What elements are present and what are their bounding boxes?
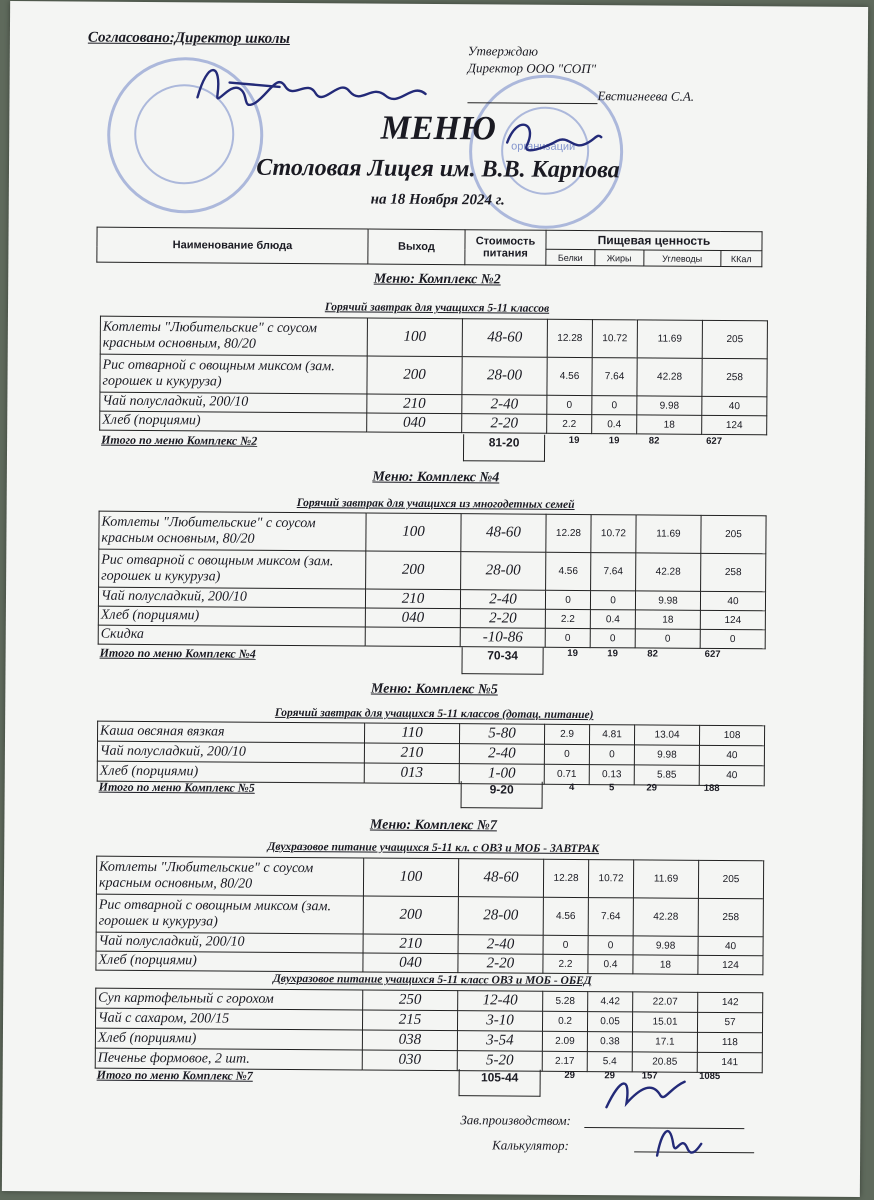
dish-carbs: 20.85 xyxy=(632,1052,697,1072)
dish-protein: 4.56 xyxy=(547,357,592,395)
dish-output: 210 xyxy=(365,589,460,609)
dish-price: 3-54 xyxy=(457,1031,542,1052)
dish-fat: 0.05 xyxy=(587,1012,632,1032)
dish-fat: 7.64 xyxy=(591,553,636,591)
dish-price: 1-00 xyxy=(459,764,544,785)
total-carbs: 82 xyxy=(648,435,660,447)
total-label: Итого по меню Комплекс №4 xyxy=(99,645,256,661)
dish-output: 200 xyxy=(366,551,461,590)
dish-output: 100 xyxy=(366,513,461,552)
dish-price: 2-20 xyxy=(462,414,547,434)
col-name: Наименование блюда xyxy=(97,227,368,264)
dish-output: 100 xyxy=(363,858,458,897)
table-row xyxy=(96,951,763,975)
dish-kcal: 124 xyxy=(702,415,767,434)
section-subtitle: Горячий завтрак для учащихся 5-11 классов (дотац. питание) xyxy=(274,706,594,722)
total-fat: 29 xyxy=(604,1070,615,1082)
dish-price: 48-60 xyxy=(462,319,547,358)
section-subtitle: Двухразовое питание учащихся 5-11 кл. с ОВЗ и МОБ - ЗАВТРАК xyxy=(267,840,600,856)
page-subtitle: Столовая Лицея им. В.В. Карпова xyxy=(256,154,620,184)
dish-protein: 2.17 xyxy=(542,1051,587,1071)
dish-protein: 0 xyxy=(545,628,590,647)
dish-price: 2-40 xyxy=(460,590,545,610)
dish-kcal: 205 xyxy=(701,515,766,553)
dish-kcal: 40 xyxy=(699,745,764,765)
total-protein: 4 xyxy=(568,781,575,793)
section-title: Меню: Комплекс №4 xyxy=(372,469,500,486)
dish-carbs: 22.07 xyxy=(633,992,698,1012)
dish-protein: 2.2 xyxy=(547,414,592,433)
dish-price: 2-20 xyxy=(460,609,545,629)
dish-name: Хлеб (порциями) xyxy=(97,761,364,783)
col-kcal: ККал xyxy=(721,251,762,267)
approve-role: Директор ООО "СОП" xyxy=(467,60,597,77)
dish-protein: 2.9 xyxy=(544,724,589,744)
dish-fat: 0 xyxy=(589,745,634,765)
dish-kcal: 205 xyxy=(698,860,763,898)
dish-name: Каша овсяная вязкая xyxy=(97,721,364,743)
dish-output: 038 xyxy=(362,1030,457,1051)
dish-name: Хлеб (порциями) xyxy=(95,1028,362,1050)
menu-table xyxy=(95,856,764,976)
table-row xyxy=(99,549,766,592)
dish-name: Хлеб (порциями) xyxy=(100,411,367,432)
col-fat: Жиры xyxy=(595,250,644,266)
total-protein: 19 xyxy=(567,647,578,659)
dish-kcal: 124 xyxy=(700,610,765,629)
dish-output: 210 xyxy=(363,934,458,954)
dish-kcal: 142 xyxy=(698,992,763,1012)
dish-output: 040 xyxy=(363,953,458,973)
total-kcal: 627 xyxy=(706,435,723,447)
dish-kcal: 108 xyxy=(699,725,764,745)
dish-carbs: 13.04 xyxy=(634,725,699,745)
dish-output: 040 xyxy=(365,608,460,628)
approve-label: Утверждаю xyxy=(467,43,538,59)
section-title: Меню: Комплекс №2 xyxy=(373,271,501,288)
dish-output: 215 xyxy=(362,1010,457,1031)
table-row xyxy=(100,316,767,359)
total-protein: 29 xyxy=(564,1069,575,1081)
dish-fat: 7.64 xyxy=(588,898,633,936)
dish-carbs: 11.69 xyxy=(637,320,702,358)
dish-carbs: 15.01 xyxy=(632,1012,697,1032)
dish-protein: 12.28 xyxy=(546,514,591,552)
dish-price: 2-40 xyxy=(458,935,543,955)
dish-name: Котлеты "Любительские" с соусом красным основным, 80/20 xyxy=(96,856,363,896)
dish-kcal: 258 xyxy=(702,358,767,396)
dish-fat: 10.72 xyxy=(591,515,636,553)
dish-price: 28-00 xyxy=(461,552,546,591)
dish-price: -10-86 xyxy=(460,628,545,648)
dish-fat: 10.72 xyxy=(588,860,633,898)
dish-carbs: 5.85 xyxy=(634,765,699,785)
dish-name: Чай полусладкий, 200/10 xyxy=(97,741,364,763)
dish-carbs: 9.98 xyxy=(634,745,699,765)
dish-kcal: 40 xyxy=(700,591,765,610)
total-carbs: 82 xyxy=(647,648,658,660)
dish-kcal: 258 xyxy=(698,898,763,936)
dish-fat: 0.4 xyxy=(592,415,637,434)
dish-fat: 0 xyxy=(592,396,637,415)
total-price: 105-44 xyxy=(459,1069,541,1097)
page-title: МЕНЮ xyxy=(380,109,497,148)
dish-output: 210 xyxy=(364,743,459,764)
dish-fat: 0.4 xyxy=(590,610,635,629)
dish-protein: 12.28 xyxy=(543,859,588,897)
dish-price: 12-40 xyxy=(458,991,543,1012)
total-kcal: 627 xyxy=(704,648,721,660)
table-row xyxy=(96,856,763,899)
dish-fat: 7.64 xyxy=(592,358,637,396)
total-label: Итого по меню Комплекс №2 xyxy=(101,432,258,448)
dish-carbs: 18 xyxy=(635,610,700,629)
dish-kcal: 205 xyxy=(702,320,767,358)
total-price: 81-20 xyxy=(463,434,545,462)
menu-table xyxy=(95,988,764,1074)
dish-fat: 4.42 xyxy=(588,992,633,1012)
menu-document xyxy=(2,1,868,1197)
dish-name: Чай полусладкий, 200/10 xyxy=(98,587,365,608)
total-fat: 19 xyxy=(607,648,618,660)
dish-carbs: 0 xyxy=(635,629,700,648)
col-output: Выход xyxy=(368,229,465,265)
dish-protein: 0 xyxy=(547,395,592,414)
dish-name: Суп картофельный с горохом xyxy=(96,988,363,1010)
dish-output: 200 xyxy=(367,356,462,395)
total-kcal: 188 xyxy=(703,782,720,794)
total-fat: 19 xyxy=(608,435,620,447)
total-protein: 19 xyxy=(568,434,580,447)
dish-price: 2-40 xyxy=(462,395,547,415)
section-subtitle: Горячий завтрак для учащихся из многодетных семей xyxy=(296,497,575,511)
dish-price: 28-00 xyxy=(458,897,543,936)
dish-output: 250 xyxy=(363,990,458,1011)
menu-table xyxy=(98,511,767,650)
total-fat: 5 xyxy=(608,782,615,794)
dish-price: 2-40 xyxy=(459,744,544,765)
dish-fat: 10.72 xyxy=(592,320,637,358)
dish-name: Чай полусладкий, 200/10 xyxy=(100,392,367,413)
approved-left: Согласовано:Директор школы xyxy=(87,29,290,47)
dish-carbs: 9.98 xyxy=(635,591,700,610)
dish-protein: 2.2 xyxy=(545,609,590,628)
total-carbs: 157 xyxy=(641,1070,658,1082)
dish-fat: 5.4 xyxy=(587,1052,632,1072)
dish-kcal: 40 xyxy=(699,765,764,785)
menu-table xyxy=(97,721,765,787)
total-label: Итого по меню Комплекс №5 xyxy=(98,779,255,795)
dish-output: 110 xyxy=(364,723,459,744)
dish-name: Хлеб (порциями) xyxy=(96,951,363,972)
section-title: Меню: Комплекс №7 xyxy=(369,817,497,834)
dish-output: 200 xyxy=(363,896,458,935)
dish-kcal: 0 xyxy=(700,629,765,648)
dish-output: 210 xyxy=(367,394,462,414)
menu-table xyxy=(99,316,768,436)
dish-name: Котлеты "Любительские" с соусом красным основным, 80/20 xyxy=(100,316,367,356)
dish-kcal: 40 xyxy=(698,936,763,955)
dish-kcal: 141 xyxy=(697,1052,762,1072)
dish-protein: 0.71 xyxy=(544,764,589,784)
dish-carbs: 18 xyxy=(633,955,698,974)
col-nutrition: Пищевая ценность xyxy=(546,230,762,251)
dish-price: 5-80 xyxy=(459,724,544,745)
total-price: 9-20 xyxy=(461,781,543,809)
dish-carbs: 18 xyxy=(637,415,702,434)
dish-protein: 4.56 xyxy=(546,552,591,590)
dish-output: 013 xyxy=(364,763,459,784)
col-carbs: Углеводы xyxy=(643,250,720,266)
dish-protein: 0 xyxy=(544,744,589,764)
dish-fat: 4.81 xyxy=(589,725,634,745)
dish-fat: 0 xyxy=(588,936,633,955)
dish-carbs: 11.69 xyxy=(636,515,701,553)
dish-protein: 4.56 xyxy=(543,897,588,935)
dish-kcal: 57 xyxy=(697,1012,762,1032)
dish-price: 2-20 xyxy=(458,954,543,974)
dish-price: 28-00 xyxy=(462,357,547,396)
dish-fat: 0 xyxy=(590,629,635,648)
dish-name: Чай полусладкий, 200/10 xyxy=(96,932,363,953)
total-label: Итого по меню Комплекс №7 xyxy=(96,1067,253,1083)
dish-kcal: 40 xyxy=(702,396,767,415)
dish-kcal: 118 xyxy=(697,1032,762,1052)
dish-name: Хлеб (порциями) xyxy=(98,606,365,627)
dish-carbs: 9.98 xyxy=(637,396,702,415)
approve-name: Евстигнеева С.А. xyxy=(597,88,695,104)
table-row xyxy=(99,511,766,554)
dish-name: Печенье формовое, 2 шт. xyxy=(95,1048,362,1070)
dish-name: Котлеты "Любительские" с соусом красным основным, 80/20 xyxy=(99,511,366,551)
dish-price: 3-10 xyxy=(457,1011,542,1032)
section-subtitle-2: Двухразовое питание учащихся 5-11 класс ОВЗ и МОБ - ОБЕД xyxy=(272,972,592,988)
dish-protein: 0 xyxy=(543,935,588,954)
dish-name: Рис отварной с овощным миксом (зам. горошек и кукуруза) xyxy=(96,894,363,934)
dish-price: 48-60 xyxy=(458,859,543,898)
dish-carbs: 42.28 xyxy=(636,553,701,591)
approve-right xyxy=(468,42,597,77)
dish-protein: 12.28 xyxy=(547,319,592,357)
dish-name: Рис отварной с овощным миксом (зам. горошек и кукуруза) xyxy=(100,354,367,394)
dish-fat: 0.4 xyxy=(588,955,633,974)
column-header xyxy=(96,227,762,268)
dish-output: 100 xyxy=(367,318,462,357)
dish-price: 5-20 xyxy=(457,1051,542,1072)
dish-output: 040 xyxy=(367,413,462,433)
dish-protein: 0 xyxy=(545,590,590,609)
dish-carbs: 17.1 xyxy=(632,1032,697,1052)
dish-carbs: 42.28 xyxy=(637,358,702,396)
dish-carbs: 9.98 xyxy=(633,936,698,955)
dish-protein: 2.09 xyxy=(542,1031,587,1051)
total-carbs: 29 xyxy=(646,782,658,794)
dish-protein: 0.2 xyxy=(542,1011,587,1031)
col-protein: Белки xyxy=(546,250,595,266)
production-head-label: Зав.производством: xyxy=(460,1112,571,1128)
total-kcal: 1085 xyxy=(699,1070,721,1083)
calculator-signature xyxy=(647,1113,707,1163)
dish-fat: 0.13 xyxy=(589,765,634,785)
section-subtitle: Горячий завтрак для учащихся 5-11 классов xyxy=(324,301,550,315)
dish-name: Рис отварной с овощным миксом (зам. горошек и кукуруза) xyxy=(99,549,366,589)
section-title: Меню: Комплекс №5 xyxy=(370,681,498,698)
dish-name: Чай с сахаром, 200/15 xyxy=(95,1008,362,1030)
menu-date: на 18 Ноября 2024 г. xyxy=(370,191,505,209)
dish-fat: 0 xyxy=(590,591,635,610)
dish-protein: 5.28 xyxy=(543,991,588,1011)
dish-protein: 2.2 xyxy=(543,954,588,973)
col-price: Стоимость питания xyxy=(465,230,546,266)
table-row xyxy=(100,354,767,397)
table-row xyxy=(100,411,767,435)
dish-kcal: 258 xyxy=(701,553,766,591)
dish-name: Скидка xyxy=(98,625,365,646)
table-row xyxy=(98,625,765,649)
calculator-label: Калькулятор: xyxy=(492,1137,569,1153)
table-row xyxy=(96,894,763,937)
dish-carbs: 42.28 xyxy=(633,898,698,936)
dish-price: 48-60 xyxy=(461,514,546,553)
dish-output: 030 xyxy=(362,1050,457,1071)
total-price: 70-34 xyxy=(461,647,543,675)
dish-kcal: 124 xyxy=(698,955,763,974)
dish-output xyxy=(365,627,460,647)
stamp-text: организации xyxy=(511,140,576,153)
dish-fat: 0.38 xyxy=(587,1032,632,1052)
dish-carbs: 11.69 xyxy=(633,860,698,898)
